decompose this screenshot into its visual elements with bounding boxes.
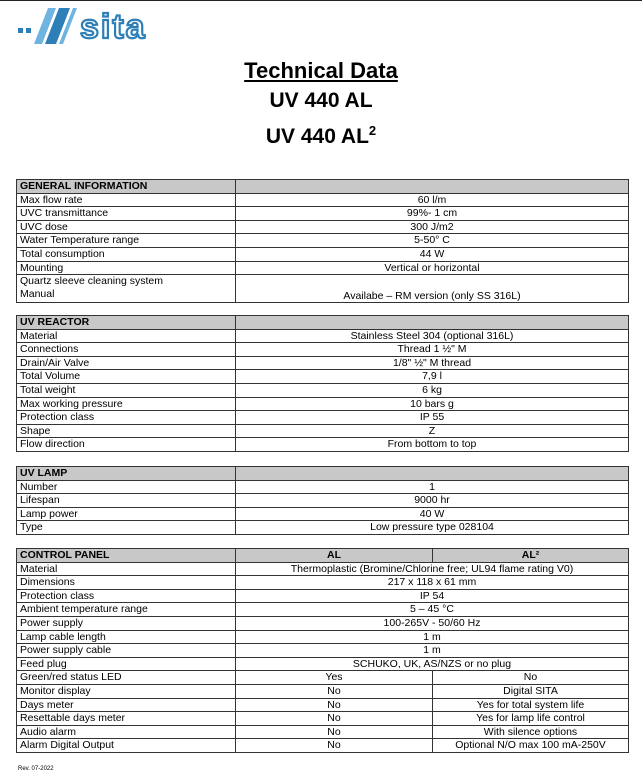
- title-technical-data: Technical Data: [244, 58, 398, 83]
- row-value: Z: [236, 424, 629, 438]
- revision-note: Rev. 07-2022: [18, 766, 54, 772]
- row-label: Protection class: [17, 411, 236, 425]
- table-row-cleaning: [17, 275, 629, 303]
- title-model-2-text: UV 440 AL: [265, 125, 369, 148]
- general-header-row: [17, 180, 629, 194]
- row-value: 1: [236, 480, 629, 494]
- table-row: [17, 343, 629, 357]
- row-label: Number: [17, 480, 236, 494]
- table-row: [17, 671, 629, 685]
- title-model-2-sup: 2: [368, 123, 377, 138]
- row-label: Green/red status LED: [17, 671, 236, 685]
- row-value: 217 x 118 x 61 mm: [236, 576, 629, 590]
- lamp-header: UV LAMP: [17, 467, 236, 481]
- general-information-table: [16, 179, 629, 303]
- row-value-al: No: [236, 739, 433, 753]
- row-label: Days meter: [17, 698, 236, 712]
- reactor-header: UV REACTOR: [17, 316, 236, 330]
- row-value: 5 – 45 °C: [236, 603, 629, 617]
- row-label: Max working pressure: [17, 397, 236, 411]
- row-label: Drain/Air Valve: [17, 356, 236, 370]
- sita-logo: [18, 6, 188, 48]
- row-value-al2: No: [433, 671, 629, 685]
- row-label: Shape: [17, 424, 236, 438]
- control-col-al2: AL²: [433, 549, 629, 563]
- row-value: From bottom to top: [236, 438, 629, 452]
- control-header-row: [17, 549, 629, 563]
- row-label: Lamp cable length: [17, 630, 236, 644]
- table-row: [17, 644, 629, 658]
- row-value: SCHUKO, UK, AS/NZS or no plug: [236, 657, 629, 671]
- row-label: Alarm Digital Output: [17, 739, 236, 753]
- general-header-blank: [236, 180, 629, 194]
- row-value-al: No: [236, 712, 433, 726]
- row-value: 60 l/m: [236, 193, 629, 207]
- table-row: [17, 193, 629, 207]
- table-row: [17, 589, 629, 603]
- cleaning-label-line1: Quartz sleeve cleaning system: [20, 275, 163, 288]
- table-row: [17, 494, 629, 508]
- row-value: 99%- 1 cm: [236, 207, 629, 221]
- row-label: Dimensions: [17, 576, 236, 590]
- cleaning-label-line2: Manual: [20, 287, 55, 300]
- row-label: Monitor display: [17, 684, 236, 698]
- row-value-al2: Yes for total system life: [433, 698, 629, 712]
- top-rule: [0, 0, 642, 1]
- row-label: UVC transmittance: [17, 207, 236, 221]
- row-value-al: No: [236, 684, 433, 698]
- table-row: [17, 480, 629, 494]
- row-value-al: No: [236, 698, 433, 712]
- row-value-al2: Yes for lamp life control: [433, 712, 629, 726]
- row-label: Ambient temperature range: [17, 603, 236, 617]
- row-label: Feed plug: [17, 657, 236, 671]
- table-row: [17, 438, 629, 452]
- row-value-al2: With silence options: [433, 725, 629, 739]
- lamp-header-blank: [236, 467, 629, 481]
- row-value: Vertical or horizontal: [236, 261, 629, 275]
- row-value: 5-50° C: [236, 234, 629, 248]
- logo-square-2: [26, 28, 31, 33]
- row-value: 100-265V - 50/60 Hz: [236, 616, 629, 630]
- table-row: [17, 370, 629, 384]
- table-row: [17, 356, 629, 370]
- table-row: [17, 383, 629, 397]
- table-row: [17, 630, 629, 644]
- row-value: 7,9 l: [236, 370, 629, 384]
- row-label: UVC dose: [17, 220, 236, 234]
- table-row: [17, 207, 629, 221]
- table-row: [17, 411, 629, 425]
- row-value-al: Yes: [236, 671, 433, 685]
- row-value: 1 m: [236, 630, 629, 644]
- row-value: 1/8" ½" M thread: [236, 356, 629, 370]
- table-row: [17, 725, 629, 739]
- title-model-2: [0, 116, 642, 152]
- row-value-cleaning: Availabe – RM version (only SS 316L): [236, 275, 629, 303]
- row-value: Thermoplastic (Bromine/Chlorine free; UL94 flame rating V0): [236, 562, 629, 576]
- table-row: [17, 657, 629, 671]
- table-row: [17, 234, 629, 248]
- document-title: [0, 56, 642, 152]
- table-row: [17, 616, 629, 630]
- row-label: Total Volume: [17, 370, 236, 384]
- row-label: Water Temperature range: [17, 234, 236, 248]
- row-label: Power supply cable: [17, 644, 236, 658]
- row-label: Protection class: [17, 589, 236, 603]
- row-label: Material: [17, 329, 236, 343]
- general-header: GENERAL INFORMATION: [17, 180, 236, 194]
- row-value: 300 J/m2: [236, 220, 629, 234]
- row-value: IP 54: [236, 589, 629, 603]
- row-label: Lamp power: [17, 507, 236, 521]
- row-value-al: No: [236, 725, 433, 739]
- row-value: Stainless Steel 304 (optional 316L): [236, 329, 629, 343]
- table-row: [17, 329, 629, 343]
- table-row: [17, 507, 629, 521]
- title-model-1: UV 440 AL: [269, 89, 373, 112]
- row-value: IP 55: [236, 411, 629, 425]
- logo-square-1: [18, 28, 23, 33]
- table-row: [17, 424, 629, 438]
- table-row: [17, 739, 629, 753]
- row-value: 1 m: [236, 644, 629, 658]
- row-label: Type: [17, 521, 236, 535]
- uv-lamp-table: [16, 466, 629, 535]
- table-row: [17, 576, 629, 590]
- uv-reactor-table: [16, 315, 629, 452]
- row-label-cleaning: [17, 275, 236, 303]
- row-value: 40 W: [236, 507, 629, 521]
- table-row: [17, 220, 629, 234]
- row-label: Flow direction: [17, 438, 236, 452]
- row-label: Total consumption: [17, 247, 236, 261]
- table-row: [17, 603, 629, 617]
- row-value: 10 bars g: [236, 397, 629, 411]
- row-value: 9000 hr: [236, 494, 629, 508]
- table-row: [17, 397, 629, 411]
- row-value: 44 W: [236, 247, 629, 261]
- logo-wordmark: sita: [80, 8, 147, 46]
- table-row: [17, 247, 629, 261]
- row-value: Thread 1 ½" M: [236, 343, 629, 357]
- row-label: Mounting: [17, 261, 236, 275]
- reactor-header-row: [17, 316, 629, 330]
- row-label: Material: [17, 562, 236, 576]
- table-row: [17, 521, 629, 535]
- table-row: [17, 698, 629, 712]
- row-value-al2: Digital SITA: [433, 684, 629, 698]
- control-header: CONTROL PANEL: [17, 549, 236, 563]
- row-label: Audio alarm: [17, 725, 236, 739]
- row-label: Resettable days meter: [17, 712, 236, 726]
- table-row: [17, 684, 629, 698]
- row-label: Lifespan: [17, 494, 236, 508]
- row-label: Power supply: [17, 616, 236, 630]
- row-value: Low pressure type 028104: [236, 521, 629, 535]
- table-row: [17, 261, 629, 275]
- control-col-al: AL: [236, 549, 433, 563]
- table-row: [17, 712, 629, 726]
- row-value-al2: Optional N/O max 100 mA-250V: [433, 739, 629, 753]
- control-panel-table: [16, 548, 629, 753]
- row-label: Max flow rate: [17, 193, 236, 207]
- lamp-header-row: [17, 467, 629, 481]
- row-label: Total weight: [17, 383, 236, 397]
- row-label: Connections: [17, 343, 236, 357]
- table-row: [17, 562, 629, 576]
- row-value: 6 kg: [236, 383, 629, 397]
- reactor-header-blank: [236, 316, 629, 330]
